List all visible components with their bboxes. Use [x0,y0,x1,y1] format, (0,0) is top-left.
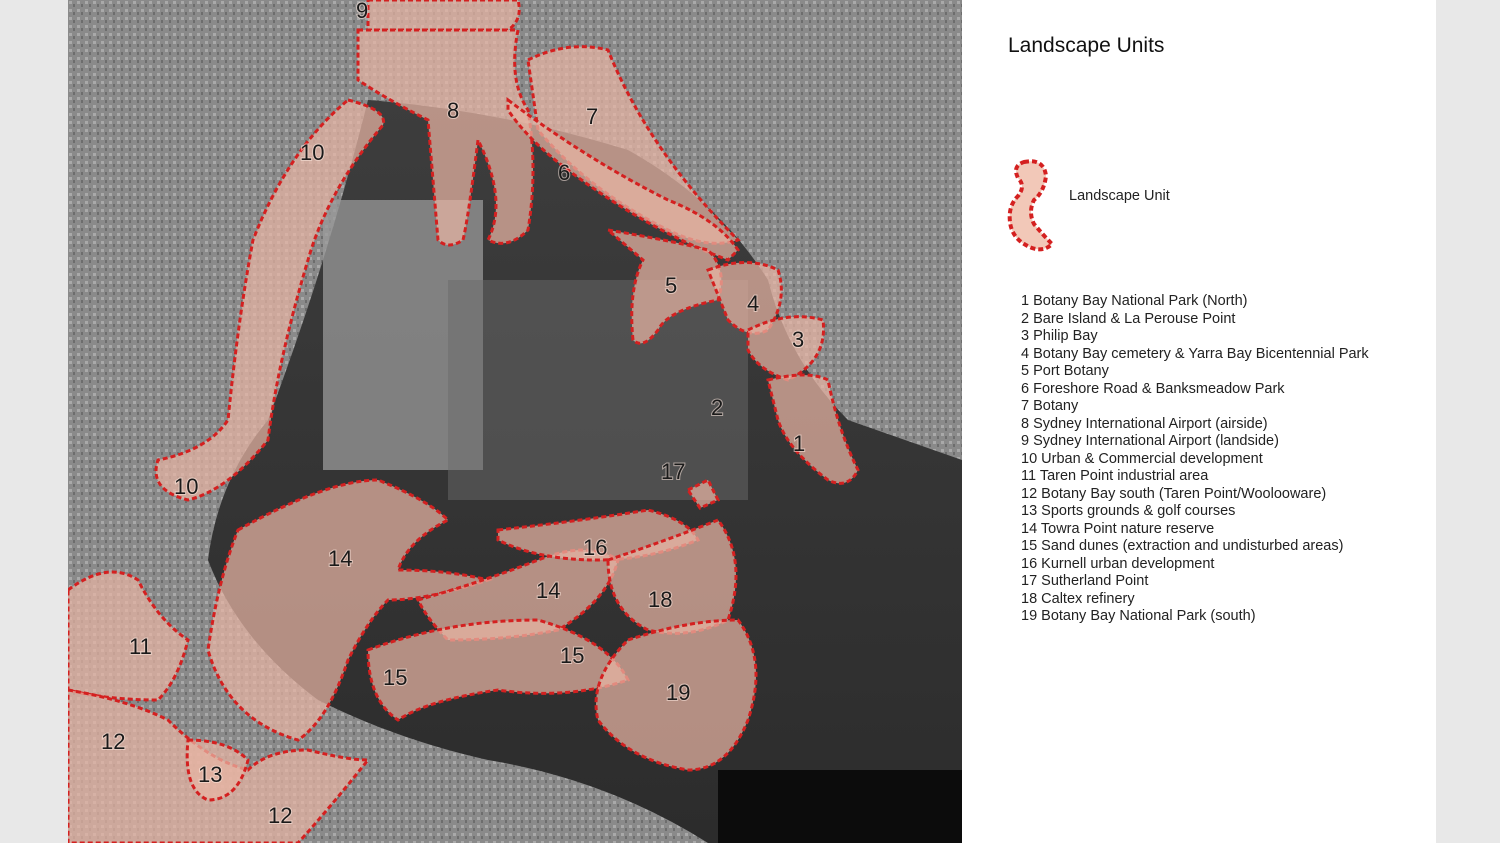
page-title: Landscape Units [1008,34,1165,57]
unit-list [1021,293,1369,626]
unit-list-item: 12 Botany Bay south (Taren Point/Woolooware) [1021,485,1327,502]
aerial-map [68,0,962,843]
unit-9-region [368,0,519,30]
unit-list-item: 16 Kurnell urban development [1021,555,1215,572]
map-label-15-east: 15 [560,643,585,668]
map-label-8: 8 [447,98,460,123]
unit-list-item: 7 Botany [1021,398,1079,414]
map-label-14-east: 14 [536,578,561,603]
unit-list-item: 2 Bare Island & La Perouse Point [1021,310,1236,327]
legend-label: Landscape Unit [1069,188,1170,204]
unit-list-item: 9 Sydney International Airport (landside) [1021,433,1279,449]
map-label-10-south: 10 [174,474,199,499]
map-label-17: 17 [661,459,686,484]
legend-unit-icon [1004,156,1060,256]
map-label-16: 16 [583,535,608,560]
map-label-12-south: 12 [268,803,293,828]
unit-list-item: 14 Towra Point nature reserve [1021,520,1215,537]
ocean-dark [718,770,962,843]
unit-list-item: 6 Foreshore Road & Banksmeadow Park [1021,380,1285,397]
unit-list-item: 1 Botany Bay National Park (North) [1021,293,1248,309]
map-label-5: 5 [665,273,678,298]
map-label-19: 19 [666,680,691,705]
map-label-1: 1 [793,431,806,456]
map-label-15-west: 15 [383,665,408,690]
unit-list-item: 17 Sutherland Point [1021,573,1149,589]
map-label-2: 2 [711,395,724,420]
unit-list-item: 4 Botany Bay cemetery & Yarra Bay Bicentennial Park [1021,345,1369,362]
unit-list-item: 3 Philip Bay [1021,328,1098,344]
water-patch [448,280,748,500]
map-label-10-north: 10 [300,140,325,165]
unit-list-item: 18 Caltex refinery [1021,590,1135,607]
unit-list-item: 15 Sand dunes (extraction and undisturbed areas) [1021,538,1344,554]
unit-list-item: 19 Botany Bay National Park (south) [1021,608,1256,624]
map-label-14-west: 14 [328,546,353,571]
map-label-9: 9 [356,0,369,23]
map-label-11: 11 [129,634,152,659]
map-label-4: 4 [747,291,760,316]
unit-list-item: 10 Urban & Commercial development [1021,450,1263,467]
unit-list-item: 8 Sydney International Airport (airside) [1021,415,1268,432]
map-label-3: 3 [792,327,805,352]
map-label-6: 6 [558,160,571,185]
map-label-12-west: 12 [101,729,126,754]
slide [68,0,1436,843]
unit-list-item: 13 Sports grounds & golf courses [1021,503,1236,519]
unit-list-item: 5 Port Botany [1021,363,1109,379]
map-svg [68,0,962,843]
map-label-13: 13 [198,762,223,787]
map-label-18: 18 [648,587,673,612]
map-label-7: 7 [586,104,599,129]
unit-list-item: 11 Taren Point industrial area [1021,468,1209,484]
